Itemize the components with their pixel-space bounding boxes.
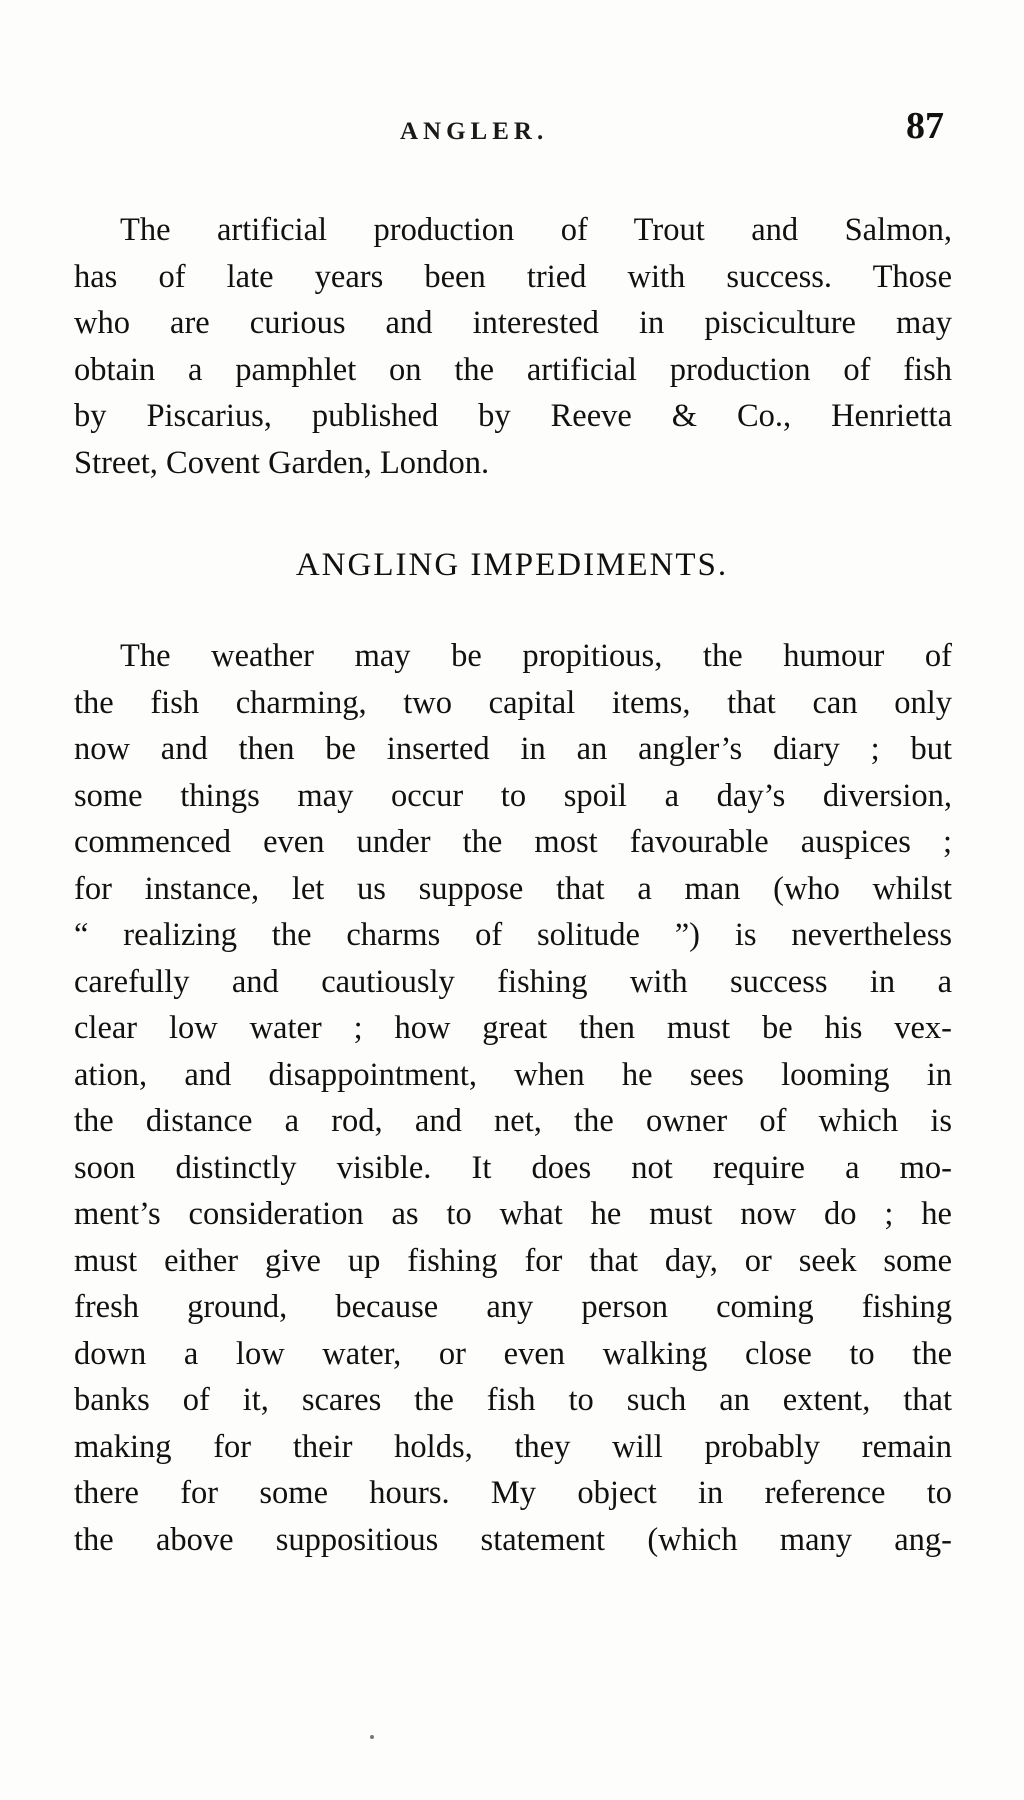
text-line: The artificial production of Trout and Salmon, [120, 212, 952, 248]
text-line: there for some hours. My object in reference to [74, 1475, 952, 1511]
text-line: must either give up fishing for that day, or seek some [74, 1242, 952, 1279]
page-number: 87 [906, 105, 944, 147]
section-heading: ANGLING IMPEDIMENTS. [295, 547, 729, 583]
paragraph-angling-impediments [74, 633, 952, 1563]
text-line: has of late years been tried with success. Those [74, 258, 952, 295]
text-line: fresh ground, because any person coming fishing [74, 1289, 952, 1325]
text-line: the distance a rod, and net, the owner of which is [74, 1103, 952, 1139]
running-head: ANGLER. [400, 118, 549, 145]
text-line: The weather may be propitious, the humour of [120, 638, 952, 674]
text-line: obtain a pamphlet on the artificial production of fish [74, 351, 952, 388]
text-line: clear low water ; how great then must be his vex- [74, 1010, 952, 1046]
text-line: ation, and disappointment, when he sees looming in [74, 1056, 952, 1093]
text-line: commenced even under the most favourable auspices ; [74, 824, 952, 860]
print-speck [370, 1735, 374, 1739]
text-line: who are curious and interested in pisciculture may [74, 305, 952, 341]
text-line: soon distinctly visible. It does not require a mo- [74, 1149, 952, 1186]
paragraph-artificial-production [74, 207, 952, 486]
text-line: by Piscarius, published by Reeve & Co., Henrietta [74, 398, 952, 434]
text-line: making for their holds, they will probably remain [74, 1428, 952, 1465]
text-line: banks of it, scares the fish to such an extent, that [74, 1382, 952, 1418]
text-line: some things may occur to spoil a day’s diversion, [74, 777, 952, 814]
text-line: the above suppositious statement (which many ang- [74, 1521, 952, 1558]
text-line: for instance, let us suppose that a man (who whilst [74, 870, 952, 907]
text-line: the fish charming, two capital items, that can only [74, 684, 952, 721]
text-line: carefully and cautiously fishing with success in a [74, 963, 952, 1000]
text-line: down a low water, or even walking close to the [74, 1335, 952, 1372]
text-line: “ realizing the charms of solitude ”) is nevertheless [74, 917, 952, 953]
text-line: now and then be inserted in an angler’s diary ; but [74, 731, 952, 767]
text-line: Street, Covent Garden, London. [74, 444, 490, 481]
text-line: ment’s consideration as to what he must now do ; he [74, 1196, 952, 1232]
